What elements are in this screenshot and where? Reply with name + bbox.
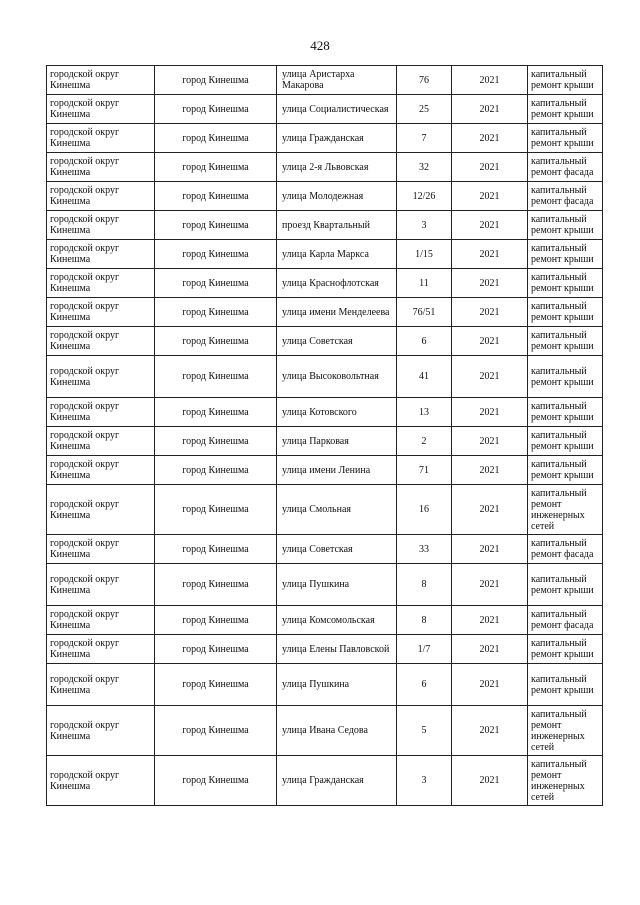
year-cell: 2021: [452, 664, 528, 706]
city-cell: город Кинешма: [155, 664, 277, 706]
city-cell: город Кинешма: [155, 182, 277, 211]
street-cell: улица Пушкина: [277, 664, 397, 706]
city-cell: город Кинешма: [155, 456, 277, 485]
work-type-cell: капитальный ремонт фасада: [528, 153, 603, 182]
table-row: [47, 756, 603, 806]
district-cell: городской округ Кинешма: [47, 635, 155, 664]
house-number-cell: 25: [397, 95, 452, 124]
year-cell: 2021: [452, 564, 528, 606]
district-cell: городской округ Кинешма: [47, 153, 155, 182]
work-type-cell: капитальный ремонт инженерных сетей: [528, 706, 603, 756]
city-cell: город Кинешма: [155, 327, 277, 356]
district-cell: городской округ Кинешма: [47, 356, 155, 398]
year-cell: 2021: [452, 327, 528, 356]
year-cell: 2021: [452, 356, 528, 398]
street-cell: улица Ивана Седова: [277, 706, 397, 756]
work-type-cell: капитальный ремонт фасада: [528, 182, 603, 211]
street-cell: улица Молодежная: [277, 182, 397, 211]
work-type-cell: капитальный ремонт крыши: [528, 211, 603, 240]
city-cell: город Кинешма: [155, 535, 277, 564]
house-number-cell: 3: [397, 211, 452, 240]
street-cell: улица Советская: [277, 327, 397, 356]
year-cell: 2021: [452, 398, 528, 427]
city-cell: город Кинешма: [155, 153, 277, 182]
street-cell: улица 2-я Львовская: [277, 153, 397, 182]
street-cell: улица Аристарха Макарова: [277, 66, 397, 95]
house-number-cell: 32: [397, 153, 452, 182]
work-type-cell: капитальный ремонт фасада: [528, 606, 603, 635]
district-cell: городской округ Кинешма: [47, 485, 155, 535]
city-cell: город Кинешма: [155, 398, 277, 427]
year-cell: 2021: [452, 706, 528, 756]
city-cell: город Кинешма: [155, 756, 277, 806]
year-cell: 2021: [452, 182, 528, 211]
street-cell: улица Карла Маркса: [277, 240, 397, 269]
district-cell: городской округ Кинешма: [47, 535, 155, 564]
house-number-cell: 8: [397, 606, 452, 635]
work-type-cell: капитальный ремонт крыши: [528, 66, 603, 95]
year-cell: 2021: [452, 485, 528, 535]
year-cell: 2021: [452, 66, 528, 95]
house-number-cell: 16: [397, 485, 452, 535]
table-row: [47, 398, 603, 427]
work-type-cell: капитальный ремонт крыши: [528, 240, 603, 269]
district-cell: городской округ Кинешма: [47, 269, 155, 298]
table-row: [47, 124, 603, 153]
table-row: [47, 535, 603, 564]
district-cell: городской округ Кинешма: [47, 606, 155, 635]
table-row: [47, 269, 603, 298]
table-row: [47, 153, 603, 182]
table-row: [47, 327, 603, 356]
house-number-cell: 5: [397, 706, 452, 756]
district-cell: городской округ Кинешма: [47, 298, 155, 327]
city-cell: город Кинешма: [155, 635, 277, 664]
city-cell: город Кинешма: [155, 95, 277, 124]
year-cell: 2021: [452, 269, 528, 298]
work-type-cell: капитальный ремонт крыши: [528, 635, 603, 664]
city-cell: город Кинешма: [155, 485, 277, 535]
year-cell: 2021: [452, 298, 528, 327]
district-cell: городской округ Кинешма: [47, 664, 155, 706]
house-number-cell: 12/26: [397, 182, 452, 211]
street-cell: улица Парковая: [277, 427, 397, 456]
district-cell: городской округ Кинешма: [47, 95, 155, 124]
city-cell: город Кинешма: [155, 564, 277, 606]
city-cell: город Кинешма: [155, 269, 277, 298]
street-cell: улица Котовского: [277, 398, 397, 427]
street-cell: проезд Квартальный: [277, 211, 397, 240]
year-cell: 2021: [452, 124, 528, 153]
table-row: [47, 456, 603, 485]
work-type-cell: капитальный ремонт крыши: [528, 564, 603, 606]
house-number-cell: 7: [397, 124, 452, 153]
district-cell: городской округ Кинешма: [47, 124, 155, 153]
table-row: [47, 485, 603, 535]
table-row: [47, 356, 603, 398]
street-cell: улица Комсомольская: [277, 606, 397, 635]
work-type-cell: капитальный ремонт крыши: [528, 327, 603, 356]
table-row: [47, 635, 603, 664]
repair-schedule-table: [46, 65, 603, 806]
page-number: 428: [310, 38, 330, 53]
street-cell: улица Смольная: [277, 485, 397, 535]
table-row: [47, 706, 603, 756]
work-type-cell: капитальный ремонт крыши: [528, 664, 603, 706]
district-cell: городской округ Кинешма: [47, 327, 155, 356]
table-row: [47, 606, 603, 635]
year-cell: 2021: [452, 535, 528, 564]
house-number-cell: 41: [397, 356, 452, 398]
district-cell: городской округ Кинешма: [47, 756, 155, 806]
work-type-cell: капитальный ремонт крыши: [528, 456, 603, 485]
street-cell: улица Гражданская: [277, 124, 397, 153]
city-cell: город Кинешма: [155, 606, 277, 635]
table-row: [47, 211, 603, 240]
street-cell: улица Высоковольтная: [277, 356, 397, 398]
city-cell: город Кинешма: [155, 211, 277, 240]
work-type-cell: капитальный ремонт крыши: [528, 427, 603, 456]
street-cell: улица Краснофлотская: [277, 269, 397, 298]
district-cell: городской округ Кинешма: [47, 706, 155, 756]
year-cell: 2021: [452, 153, 528, 182]
year-cell: 2021: [452, 456, 528, 485]
city-cell: город Кинешма: [155, 240, 277, 269]
work-type-cell: капитальный ремонт крыши: [528, 298, 603, 327]
house-number-cell: 76/51: [397, 298, 452, 327]
street-cell: улица Советская: [277, 535, 397, 564]
district-cell: городской округ Кинешма: [47, 66, 155, 95]
district-cell: городской округ Кинешма: [47, 240, 155, 269]
city-cell: город Кинешма: [155, 298, 277, 327]
work-type-cell: капитальный ремонт фасада: [528, 535, 603, 564]
house-number-cell: 2: [397, 427, 452, 456]
work-type-cell: капитальный ремонт крыши: [528, 124, 603, 153]
work-type-cell: капитальный ремонт крыши: [528, 95, 603, 124]
city-cell: город Кинешма: [155, 66, 277, 95]
year-cell: 2021: [452, 211, 528, 240]
house-number-cell: 1/15: [397, 240, 452, 269]
district-cell: городской округ Кинешма: [47, 211, 155, 240]
table-row: [47, 182, 603, 211]
district-cell: городской округ Кинешма: [47, 456, 155, 485]
table-row: [47, 664, 603, 706]
city-cell: город Кинешма: [155, 356, 277, 398]
table-body: [47, 66, 603, 806]
street-cell: улица Социалистическая: [277, 95, 397, 124]
house-number-cell: 6: [397, 664, 452, 706]
year-cell: 2021: [452, 635, 528, 664]
street-cell: улица Елены Павловской: [277, 635, 397, 664]
street-cell: улица Гражданская: [277, 756, 397, 806]
house-number-cell: 71: [397, 456, 452, 485]
street-cell: улица имени Менделеева: [277, 298, 397, 327]
year-cell: 2021: [452, 756, 528, 806]
table-row: [47, 66, 603, 95]
street-cell: улица Пушкина: [277, 564, 397, 606]
work-type-cell: капитальный ремонт крыши: [528, 269, 603, 298]
district-cell: городской округ Кинешма: [47, 182, 155, 211]
year-cell: 2021: [452, 240, 528, 269]
house-number-cell: 6: [397, 327, 452, 356]
table-row: [47, 564, 603, 606]
work-type-cell: капитальный ремонт инженерных сетей: [528, 485, 603, 535]
year-cell: 2021: [452, 427, 528, 456]
table-row: [47, 298, 603, 327]
house-number-cell: 11: [397, 269, 452, 298]
work-type-cell: капитальный ремонт крыши: [528, 398, 603, 427]
year-cell: 2021: [452, 95, 528, 124]
house-number-cell: 8: [397, 564, 452, 606]
street-cell: улица имени Ленина: [277, 456, 397, 485]
district-cell: городской округ Кинешма: [47, 398, 155, 427]
city-cell: город Кинешма: [155, 427, 277, 456]
house-number-cell: 76: [397, 66, 452, 95]
work-type-cell: капитальный ремонт крыши: [528, 356, 603, 398]
house-number-cell: 13: [397, 398, 452, 427]
city-cell: город Кинешма: [155, 124, 277, 153]
year-cell: 2021: [452, 606, 528, 635]
house-number-cell: 3: [397, 756, 452, 806]
work-type-cell: капитальный ремонт инженерных сетей: [528, 756, 603, 806]
house-number-cell: 33: [397, 535, 452, 564]
house-number-cell: 1/7: [397, 635, 452, 664]
city-cell: город Кинешма: [155, 706, 277, 756]
table-row: [47, 427, 603, 456]
district-cell: городской округ Кинешма: [47, 564, 155, 606]
table-row: [47, 95, 603, 124]
table-row: [47, 240, 603, 269]
district-cell: городской округ Кинешма: [47, 427, 155, 456]
